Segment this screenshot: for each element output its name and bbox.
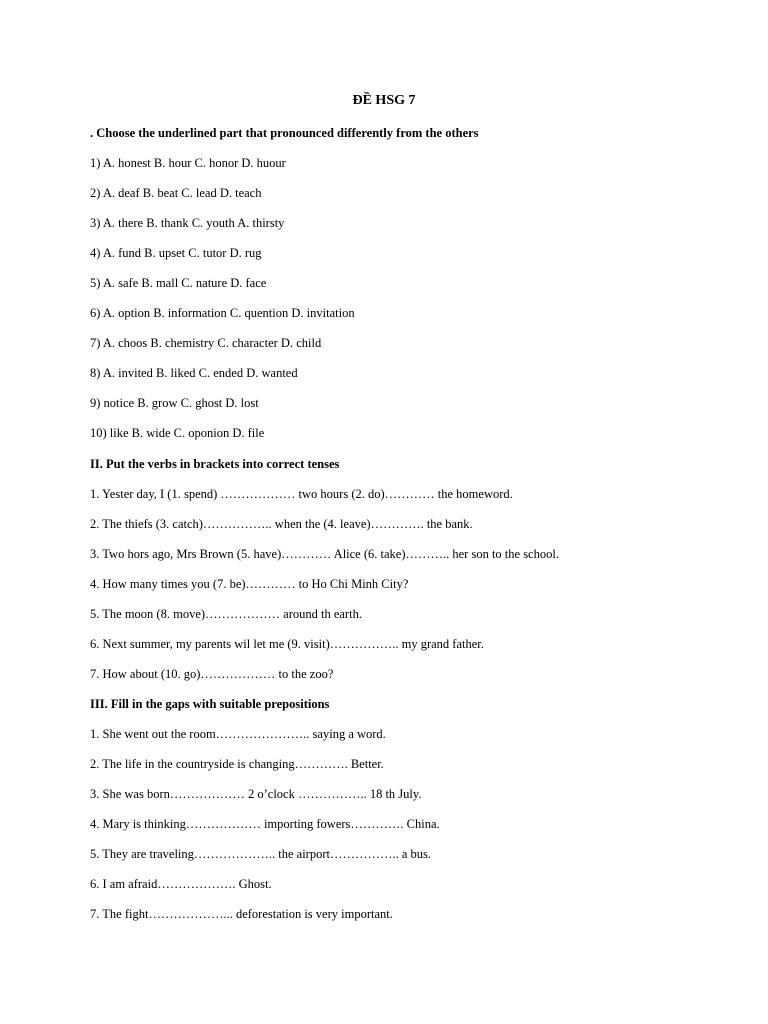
question-item: 5. The moon (8. move)……………… around th earth. — [90, 607, 362, 621]
question-item: 1. She went out the room………………….. saying a word. — [90, 727, 386, 741]
question-item: 7) A. choos B. chemistry C. character D. child — [90, 336, 322, 350]
question-item: 2. The life in the countryside is changing…………. Better. — [90, 757, 384, 771]
question-item: 6. I am afraid………………. Ghost. — [90, 877, 272, 891]
question-item: 5. They are traveling……………….. the airport…………….. a bus. — [90, 847, 432, 861]
question-item: 9) notice B. grow C. ghost D. lost — [90, 396, 259, 410]
question-item: 3. She was born……………… 2 o’clock …………….. 18 th July. — [90, 787, 422, 801]
question-item: 2. The thiefs (3. catch)…………….. when the (4. leave)…………. the bank. — [90, 517, 473, 531]
question-item: 1. Yester day, I (1. spend) ……………… two hours (2. do)………… the homeword. — [90, 487, 513, 501]
question-item: 7. The fight………………... deforestation is very important. — [90, 907, 393, 921]
section-2-heading: II. Put the verbs in brackets into correct tenses — [90, 457, 340, 471]
question-item: 7. How about (10. go)……………… to the zoo? — [90, 667, 334, 681]
question-item: 2) A. deaf B. beat C. lead D. teach — [90, 186, 262, 200]
question-item: 3. Two hors ago, Mrs Brown (5. have)………… Alice (6. take)……….. her son to the school. — [90, 547, 559, 561]
question-item: 4. Mary is thinking……………… importing fowers…………. China. — [90, 817, 440, 831]
question-item: 4. How many times you (7. be)………… to Ho Chi Minh City? — [90, 577, 409, 591]
question-item: 8) A. invited B. liked C. ended D. wanted — [90, 366, 298, 380]
question-item: 1) A. honest B. hour C. honor D. huour — [90, 156, 286, 170]
page-title: ĐỀ HSG 7 — [352, 93, 416, 108]
question-item: 3) A. there B. thank C. youth A. thirsty — [90, 216, 285, 230]
section-1-heading: . Choose the underlined part that pronounced differently from the others — [90, 126, 479, 140]
question-item: 4) A. fund B. upset C. tutor D. rug — [90, 246, 262, 260]
question-item: 6) A. option B. information C. quention D. invitation — [90, 306, 355, 320]
question-item: 6. Next summer, my parents wil let me (9. visit)…………….. my grand father. — [90, 637, 484, 651]
question-item: 10) like B. wide C. oponion D. file — [90, 426, 265, 440]
section-3-heading: III. Fill in the gaps with suitable prepositions — [90, 697, 330, 711]
question-item: 5) A. safe B. mall C. nature D. face — [90, 276, 267, 290]
